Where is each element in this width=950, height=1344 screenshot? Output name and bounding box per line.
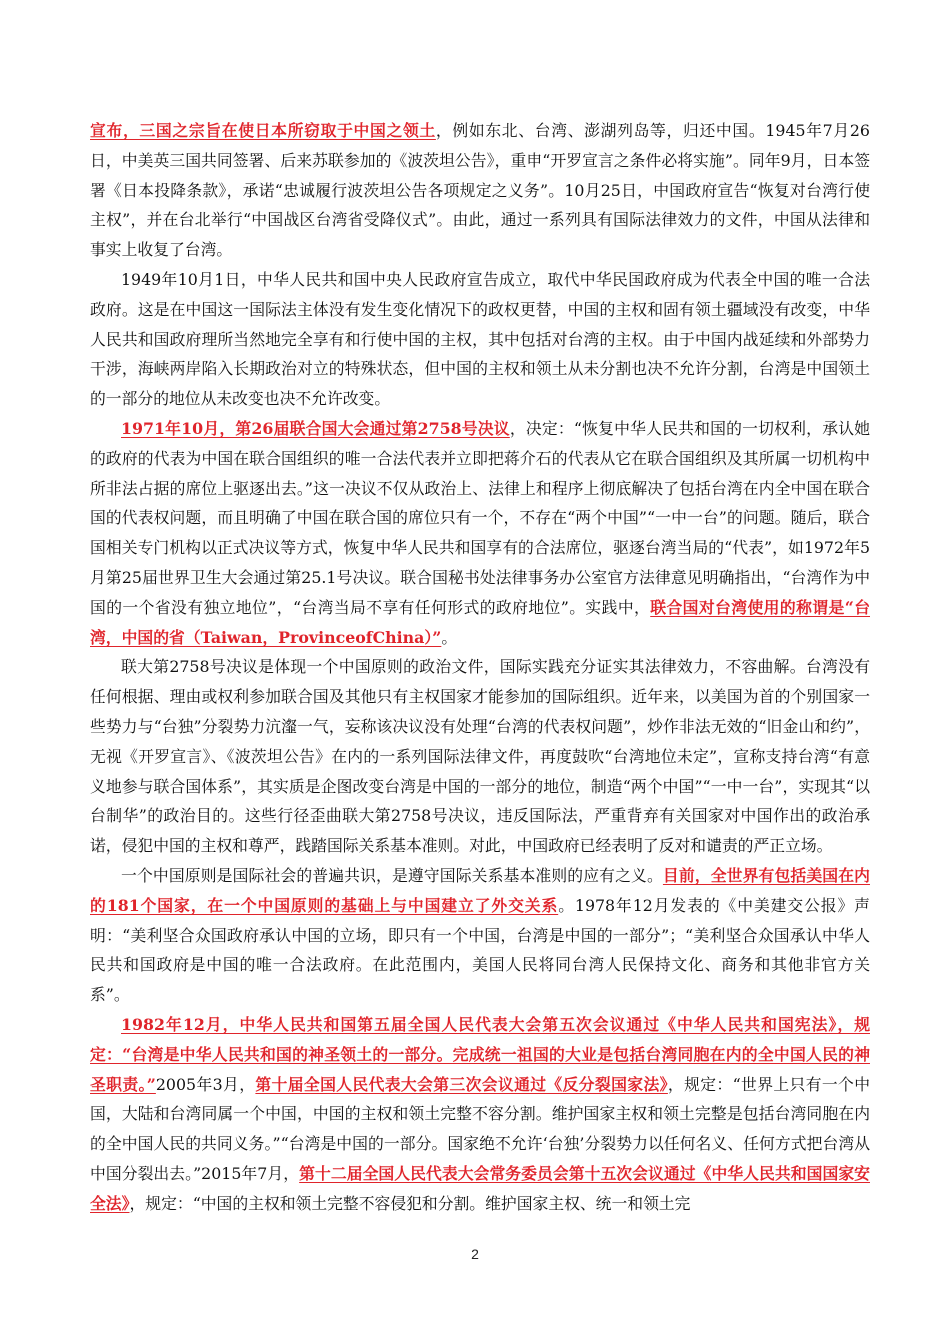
- highlighted-text: 宣布，三国之宗旨在使日本所窃取于中国之领土: [90, 121, 436, 140]
- document-body: [90, 116, 870, 1218]
- body-text-segment: ，决定：“恢复中华人民共和国的一切权利，承认她的政府的代表为中国在联合国组织的唯一合法代表并立即把蒋介石的代表从它在联合国组织及其所属一切机构中所非法占据的席位上驱逐出去。”这一决议不仅从政治上、法律上和程序上彻底解决了包括台湾在内全中国在联合国的代表权问题，而且明确了中国在联合国的席位只有一个，不存在“两个中国”“一中一台”的问题。随后，联合国相关专门机构以正式决议等方式，恢复中华人民共和国享有的合法席位，驱逐台湾当局的“代表”，如1972年5月第25届世界卫生大会通过第25.1号决议。联合国秘书处法律事务办公室官方法律意见明确指出，“台湾作为中国的一个省没有独立地位”，“台湾当局不享有任何形式的政府地位”。实践中，: [90, 418, 870, 617]
- paragraph: [90, 861, 870, 1010]
- body-text-segment: ，例如东北、台湾、澎湖列岛等，归还中国。1945年7月26日，中美英三国共同签署、后来苏联参加的《波茨坦公告》，重申“开罗宣言之条件必将实施”。同年9月，日本签署《日本投降条款》，承诺“忠诚履行波茨坦公告各项规定之义务”。10月25日，中国政府宣告“恢复对台湾行使主权”，并在台北举行“中国战区台湾省受降仪式”。由此，通过一系列具有国际法律效力的文件，中国从法律和事实上收复了台湾。: [90, 121, 870, 260]
- body-text-segment: 。1978年12月发表的《中美建交公报》声明：“美利坚合众国政府承认中国的立场，即只有一个中国，台湾是中国的一部分”；“美利坚合众国承认中华人民共和国政府是中国的唯一合法政府。在此范围内，美国人民将同台湾人民保持文化、商务和其他非官方关系”。: [90, 895, 870, 1005]
- highlighted-text: 第十届全国人民代表大会第三次会议通过《反分裂国家法》: [255, 1074, 668, 1094]
- paragraph: [90, 414, 870, 652]
- paragraph: [90, 652, 870, 861]
- body-text-segment: ，规定：“中国的主权和领土完整不容侵犯和分割。维护国家主权、统一和领土完: [129, 1193, 691, 1213]
- highlighted-text: 1971年10月，第26届联合国大会通过第2758号决议: [121, 418, 510, 438]
- page-number: 2: [471, 1246, 479, 1262]
- highlighted-text: 第十二届全国人民代表大会常务委员会第十五次会议通过《中华人民共和国国家安全法》: [90, 1163, 870, 1213]
- highlighted-text: 目前，全世界有包括美国在内的181个国家，在一个中国原则的基础上与中国建立了外交关系: [90, 865, 870, 915]
- body-text-segment: 一个中国原则是国际社会的普遍共识，是遵守国际关系基本准则的应有之义。: [121, 865, 663, 885]
- body-text-segment: 2005年3月，: [155, 1074, 256, 1094]
- paragraph: [90, 116, 870, 265]
- body-text-segment: ，规定：“世界上只有一个中国，大陆和台湾同属一个中国，中国的主权和领土完整不容分割。维护国家主权和领土完整是包括台湾同胞在内的全中国人民的共同义务。”“台湾是中国的一部分。国家绝不允许‘台独’分裂势力以任何名义、任何方式把台湾从中国分裂出去。”2015年7月，: [90, 1074, 871, 1183]
- body-text-segment: 。: [441, 627, 458, 647]
- highlighted-text: 1982年12月，中华人民共和国第五届全国人民代表大会第五次会议通过《中华人民共和国宪法》，规定：“台湾是中华人民共和国的神圣领土的一部分。完成统一祖国的大业是包括台湾同胞在内的全中国人民的神圣职责。”: [90, 1014, 870, 1094]
- paragraph: [90, 265, 870, 414]
- body-text-segment: 联大第2758号决议是体现一个中国原则的政治文件，国际实践充分证实其法律效力，不容曲解。台湾没有任何根据、理由或权利参加联合国及其他只有主权国家才能参加的国际组织。近年来，以美国为首的个别国家一些势力与“台独”分裂势力沆瀣一气，妄称该决议没有处理“台湾的代表权问题”，炒作非法无效的“旧金山和约”，无视《开罗宣言》、《波茨坦公告》在内的一系列国际法律文件，再度鼓吹“台湾地位未定”，宣称支持台湾“有意义地参与联合国体系”，其实质是企图改变台湾是中国的一部分的地位，制造“两个中国”“一中一台”，实现其“以台制华”的政治目的。这些行径歪曲联大第2758号决议，违反国际法，严重背弃有关国家对中国作出的政治承诺，侵犯中国的主权和尊严，践踏国际关系基本准则。对此，中国政府已经表明了反对和谴责的严正立场。: [90, 657, 870, 856]
- body-text-segment: 1949年10月1日，中华人民共和国中央人民政府宣告成立，取代中华民国政府成为代表全中国的唯一合法政府。这是在中国这一国际法主体没有发生变化情况下的政权更替，中国的主权和固有领土疆域没有改变，中华人民共和国政府理所当然地完全享有和行使中国的主权，其中包括对台湾的主权。由于中国内战延续和外部势力干涉，海峡两岸陷入长期政治对立的特殊状态，但中国的主权和领土从未分割也决不允许分割，台湾是中国领土的一部分的地位从未改变也决不允许改变。: [90, 269, 870, 409]
- paragraph: [90, 1010, 870, 1219]
- highlighted-text: 联合国对台湾使用的称谓是“台湾，中国的省（Taiwan，ProvinceofChina）”: [90, 597, 870, 647]
